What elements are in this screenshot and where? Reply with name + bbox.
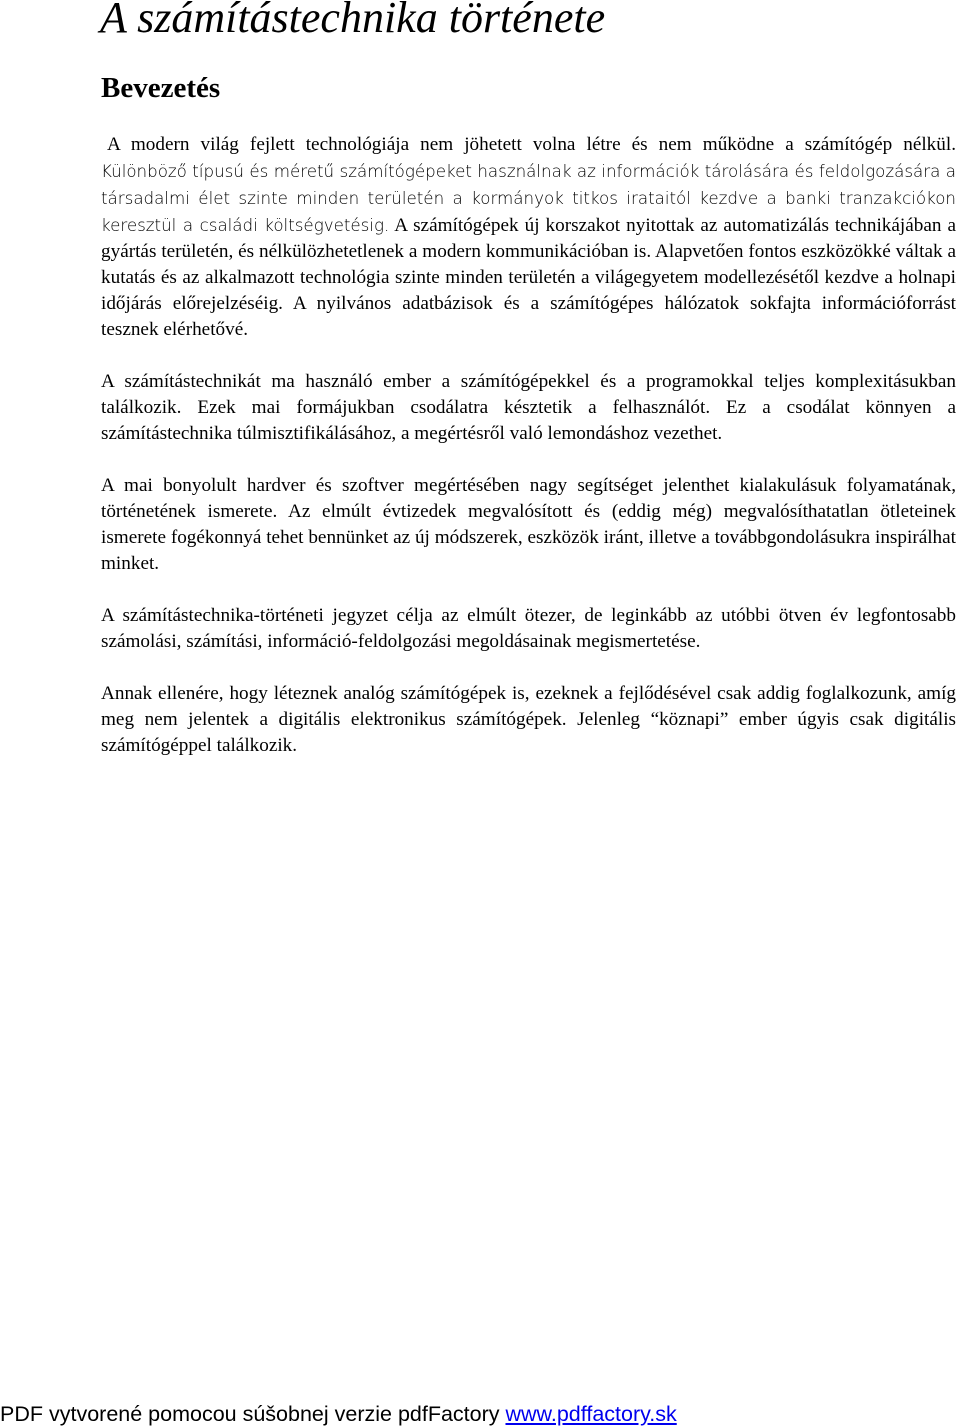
paragraph-segment: A modern világ fejlett technológiája nem jöhetett volna létre és nem működne a számítógép nélkül. <box>107 134 956 155</box>
section-heading: Bevezetés <box>101 72 221 104</box>
pdf-footer <box>0 1400 677 1428</box>
document-title: A számítástechnika története <box>100 0 606 42</box>
paragraph-segment: A számítástechnika-történeti jegyzet célja az elmúlt ötezer, de leginkább az utóbbi ötven év legfontosabb számolási, számítási, információ-feldolgozási megoldásainak megismertetése. <box>101 605 956 652</box>
footer-text: PDF vytvorené pomocou súšobnej verzie pdfFactory <box>0 1402 506 1426</box>
paragraph-segment: Annak ellenére, hogy léteznek analóg számítógépek is, ezeknek a fejlődésével csak addig foglalkozunk, amíg meg nem jelentek a digitális elektronikus számítógépek. Jelenleg “köznapi” ember úgyis csak digitális számítógéppel találkozik. <box>101 683 956 756</box>
footer-link[interactable]: www.pdffactory.sk <box>505 1402 677 1426</box>
paragraph-scope <box>101 681 956 759</box>
paragraph-segment: A számítógépek új korszakot nyitottak az automatizálás technikájában a gyártás területén, és nélkülözhetetlenek a modern kommunikációban is. <box>101 215 956 262</box>
paragraph-segment: Alapvetően fontos eszközökké váltak a kutatás és az alkalmazott technológia szinte minden területén a világegyetem modellezésétől kezdve a holnapi időjárás előrejelzéséig. A nyilvános adatbázisok és a számítógépes hálózatok sokfajta információforrást tesznek elérhetővé. <box>101 241 956 340</box>
paragraph-users <box>101 369 956 447</box>
paragraph-introduction <box>101 132 956 343</box>
paragraph-history-value <box>101 473 956 577</box>
document-body <box>101 132 956 759</box>
paragraph-segment: A számítástechnikát ma használó ember a számítógépekkel és a programokkal teljes komplexitásukban találkozik. Ezek mai formájukban csodálatra késztetik a felhasználót. Ez a csodálat könnyen a számítástechnika túlmisztifikálásához, a megértésről való lemondáshoz vezethet. <box>101 371 956 444</box>
paragraph-segment: Különböző típusú és méretű számítógépeket használnak az információk tárolására és feldolgozására a társadalmi élet szinte minden területén a kormányok titkos irataitól kezdve a banki tranzakciókon keresztül a családi költségvetésig. <box>101 161 956 235</box>
paragraph-segment: A mai bonyolult hardver és szoftver megértésében nagy segítséget jelenthet kialakulásuk folyamatának, történetének ismerete. Az elmúlt évtizedek megvalósított és (eddig még) megvalósíthatatlan ötleteinek ismerete fogékonnyá tehet bennünket az új módszerek, eszközök iránt, illetve a továbbgondolásukra inspirálhat minket. <box>101 475 956 574</box>
paragraph-purpose <box>101 603 956 655</box>
